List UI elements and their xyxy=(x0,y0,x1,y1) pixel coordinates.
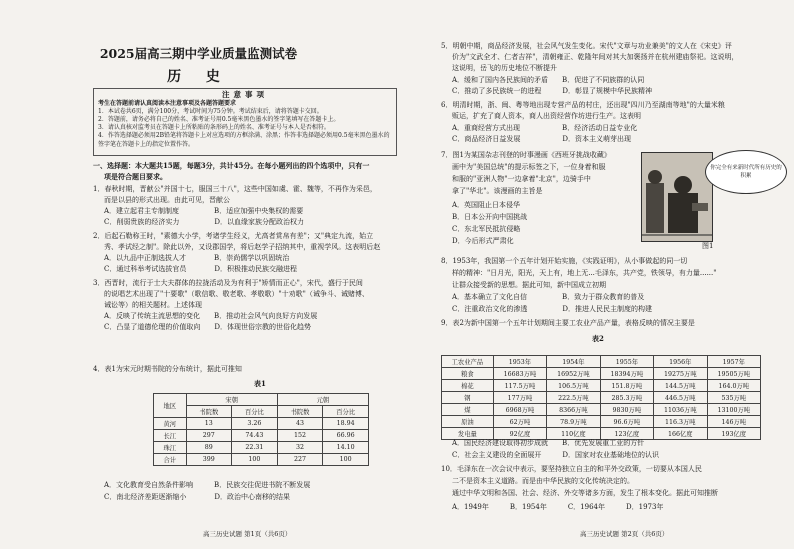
table-header-cell: 元朝 xyxy=(277,394,368,406)
option-line: C．南北经济差距逐渐缩小 D．政治中心南移的结果 xyxy=(104,493,290,501)
section-heading: 一、选择题：本大题共15题，每题3分，共计45分。在每小题列出的四个选项中，只有一 xyxy=(93,161,370,170)
table-cell: 粮食 xyxy=(442,368,494,380)
table-header-cell: 书院数 xyxy=(186,406,232,418)
table-header-cell: 1953年 xyxy=(493,356,546,368)
option-line: C．通过科举考试选拔官员 D．积极推动民族交融进程 xyxy=(104,265,297,273)
table-header-cell: 百分比 xyxy=(323,406,369,418)
option-line: C．凸显了道德伦理的价值取向 D．体现世俗宗教的世俗化趋势 xyxy=(104,323,311,331)
table-cell: 152 xyxy=(277,430,323,442)
question-text: 而是以县的形式出现。由此可见，晋献公 xyxy=(104,196,230,204)
table-cell: 92亿度 xyxy=(493,428,546,440)
table-cell: 177万吨 xyxy=(493,392,546,404)
table-cell: 117.5万吨 xyxy=(493,380,546,392)
table-cell: 535万吨 xyxy=(707,392,760,404)
notice-line: 2．答题前，请务必将自己的姓名、准考证号用0.5毫米黑色墨水的签字笔填写在答题卡上。 xyxy=(98,116,340,124)
question-text: 4．表1为宋元时期书院的分布统计，据此可推知 xyxy=(93,365,242,373)
table-cell: 66.96 xyxy=(323,430,369,442)
table-cell: 285.3万吨 xyxy=(600,392,653,404)
table-cell: 原油 xyxy=(442,416,494,428)
table-cell: 110亿度 xyxy=(547,428,600,440)
question-text: 秀、孝试经之制"。除此以外，又设郡国学，将后赵学子招纳其中，重视学风。这表明后赵 xyxy=(104,243,381,251)
option-line: A．国民经济建设取得初步成就 B．优先发展重工业的方针 xyxy=(452,439,645,447)
option-line: A．建立起君主专制制度 B．适应加强中央集权的需要 xyxy=(104,207,304,215)
question-text: 5．明朝中期，商品经济发展，社会风气发生变化。宋代"文章与功业兼美"的文人在《宋史》评 xyxy=(441,42,732,50)
table2-caption: 表2 xyxy=(592,334,604,343)
table-row xyxy=(442,380,761,392)
table-row xyxy=(442,368,761,380)
table-cell: 22.31 xyxy=(232,442,278,454)
table-cell: 78.9万吨 xyxy=(547,416,600,428)
table-cell: 399 xyxy=(186,454,232,466)
option-line: C．削弱贵族的经济实力 D．以血缘家族分配政治权力 xyxy=(104,218,304,226)
table-1 xyxy=(153,393,369,466)
option-line: C．注重政治文化的渗透 D．推进人民民主制度的构建 xyxy=(452,305,652,313)
question-text: 让群众接受新的思想。据此可知，新中国成立初期 xyxy=(452,281,606,289)
question-text: 这说明，岳飞的历史地位不断提升 xyxy=(452,64,557,72)
table-cell: 16952万吨 xyxy=(547,368,600,380)
table-row xyxy=(442,416,761,428)
table-cell: 9830万吨 xyxy=(600,404,653,416)
option-line: A．1949年 B．1954年 C．1964年 D．1973年 xyxy=(452,503,664,511)
table-cell: 62万吨 xyxy=(493,416,546,428)
table-row xyxy=(154,442,369,454)
option-line: A．文化教育受自然条件影响 B．民族交往促进书院不断发展 xyxy=(104,481,311,489)
table-row xyxy=(442,404,761,416)
notice-line: 4．作答选择题必须用2B铅笔将答题卡上对应选项的方框涂满、涂黑；作答非选择题必须用0.5毫米黑色墨水的签字笔在答题卡上的指定位置作答。 xyxy=(98,132,390,148)
table-header-row xyxy=(442,356,761,368)
table-cell: 13 xyxy=(186,418,232,430)
table-cell: 19505万吨 xyxy=(707,368,760,380)
question-text: 7．图1为某国杂志刊登的时事漫画《西班牙挑战收藏》 xyxy=(441,151,611,159)
table-row xyxy=(154,418,369,430)
notice-head: 考生在答题前请认真阅读本注意事项及各题答题要求 xyxy=(98,100,237,108)
page-footer: 高三历史试题 第1页（共6页） xyxy=(203,530,292,538)
table-cell: 227 xyxy=(277,454,323,466)
notice-line: 1．本试卷共6页，满分100分，考试时间为75分钟。考试结束后，请将答题卡交回。 xyxy=(98,108,323,116)
table-cell: 18394万吨 xyxy=(600,368,653,380)
table-cell: 16683万吨 xyxy=(493,368,546,380)
cartoon-illustration xyxy=(642,153,712,241)
question-text: 通过中华文明和各国、社会、经济、外交等诸多方面，发生了根本变化。据此可知推断 xyxy=(452,489,718,497)
table-corner-cell: 地区 xyxy=(154,394,187,418)
question-text: 样的精神："日月光，阳光，天上有，地上无...毛泽东，共产党，铁领导，有力量......" xyxy=(452,269,717,277)
cartoon-image xyxy=(641,152,713,242)
figure-caption: 图1 xyxy=(702,242,714,250)
table-2 xyxy=(441,355,761,440)
option-line: C．推动了多民族统一的进程 D．彰显了规模中华民族精神 xyxy=(452,87,652,95)
notice-box xyxy=(93,88,397,156)
table-header-row xyxy=(154,394,369,406)
table-cell: 100 xyxy=(232,454,278,466)
option-line: A．反映了传统主流思想的变化 B．推动社会风气向良好方向发展 xyxy=(104,312,318,320)
page-footer: 高三历史试题 第2页（共6页） xyxy=(580,530,669,538)
question-text: 9．表2为新中国第一个五年计划期间主要工农业产品产量，表格反映的情况主要是 xyxy=(441,319,695,327)
subject-heading: 历 史 xyxy=(167,69,230,85)
question-text: 和服的"亚洲人物"一边拿着"北京"，边骑手中 xyxy=(452,175,591,183)
option-line: A．缓和了国内各民族间的矛盾 B．促进了不同族群的认同 xyxy=(452,76,645,84)
table-header-cell: 1955年 xyxy=(600,356,653,368)
table-cell: 黄河 xyxy=(154,418,187,430)
table-cell: 13100万吨 xyxy=(707,404,760,416)
table-cell: 222.5万吨 xyxy=(547,392,600,404)
table-cell: 6968万吨 xyxy=(493,404,546,416)
table-cell: 发电量 xyxy=(442,428,494,440)
option-line: C．东北军民抵抗侵略 xyxy=(452,225,521,233)
table-cell: 116.3万吨 xyxy=(654,416,707,428)
table-cell: 43 xyxy=(277,418,323,430)
question-text: 10．毛泽东在一次会议中表示，要坚持独立自主的和平外交政策，一切要从本国人民 xyxy=(441,465,702,473)
table-cell: 8366万吨 xyxy=(547,404,600,416)
table-cell: 长江 xyxy=(154,430,187,442)
table-cell: 164.0万吨 xyxy=(707,380,760,392)
question-text: 拿了"华北"。该漫画的主旨是 xyxy=(452,187,543,195)
option-line: D．今后形式严肃化 xyxy=(452,237,514,245)
table-header-cell: 百分比 xyxy=(232,406,278,418)
table-cell: 钢 xyxy=(442,392,494,404)
table-cell: 32 xyxy=(277,442,323,454)
section-heading-cont: 项是符合题目要求。 xyxy=(104,172,167,181)
table-cell: 146万吨 xyxy=(707,416,760,428)
table-header-cell: 1957年 xyxy=(707,356,760,368)
table-header-cell: 工农业产品 xyxy=(442,356,494,368)
table-header-cell: 1954年 xyxy=(547,356,600,368)
question-text: 画中为"美国总统"的提示标签之下，一位身着和服 xyxy=(452,163,606,171)
option-line: A．英国阻止日本侵华 xyxy=(452,201,521,209)
table-cell: 166亿度 xyxy=(654,428,707,440)
table-cell: 446.5万吨 xyxy=(654,392,707,404)
question-text: 二不是资本主义道路。而是由中华民族的文化传统决定的。 xyxy=(452,477,634,485)
table-header-cell: 1956年 xyxy=(654,356,707,368)
table-cell: 151.8万吨 xyxy=(600,380,653,392)
table-cell: 123亿度 xyxy=(600,428,653,440)
table-header-cell: 宋朝 xyxy=(186,394,277,406)
speech-bubble: 你完全有来新时代所有历史的积累 xyxy=(705,150,787,194)
table-row xyxy=(442,392,761,404)
table-cell: 19275万吨 xyxy=(654,368,707,380)
table-row xyxy=(154,430,369,442)
table-header-cell: 书院数 xyxy=(277,406,323,418)
option-line: A．以九品中正制选拔人才 B．崇尚儒学以巩固统治 xyxy=(104,254,290,262)
question-text: 8．1953年，我国第一个五年计划开始实施，《实践证明》，从小事做起的同一切 xyxy=(441,257,688,265)
question-text: 3．西晋时，流行于士大夫群体的拉拢活动及为有利于"矫情而正心"，宋代，盛行于民间 xyxy=(93,279,363,287)
table-cell: 11036万吨 xyxy=(654,404,707,416)
table-cell: 144.5万吨 xyxy=(654,380,707,392)
table1-caption: 表1 xyxy=(254,379,266,388)
question-text: 6．明清时期，浙、闽、粤等地出现专营产品的村庄，还出现"四川乃至湖南等地"的大量米粮 xyxy=(441,101,725,109)
notice-title: 注意事项 xyxy=(222,90,268,99)
question-text: 1．春秋时期，晋献公"并国十七，服国三十八"，这些中国如虞、霍、魏等，不再作为采邑， xyxy=(93,185,377,193)
table-cell: 193亿度 xyxy=(707,428,760,440)
table-cell: 96.6万吨 xyxy=(600,416,653,428)
table-cell: 合计 xyxy=(154,454,187,466)
question-text: 价为"文武全才、仁者吉祥"，清朝雍正、乾隆年间对其大加褒扬并在杭州建庙祭祀。这说明， xyxy=(452,53,739,61)
table-cell: 106.5万吨 xyxy=(547,380,600,392)
table-cell: 89 xyxy=(186,442,232,454)
table-cell: 煤 xyxy=(442,404,494,416)
page-title: 2025届高三期中学业质量监测试卷 xyxy=(99,46,298,61)
question-text: 2．后起石勒称王时，"素德大小学，考诸学生经义，尤高者赏帛有差"；又"典定九流，始立 xyxy=(93,232,374,240)
table-cell: 14.10 xyxy=(323,442,369,454)
notice-line: 3．请认真核对监考员在答题卡上所粘贴的条形码上的姓名、准考证号与本人是否相符。 xyxy=(98,124,330,132)
table-cell: 297 xyxy=(186,430,232,442)
option-line: A．基本确立了文化自信 B．致力于群众教育的普及 xyxy=(452,293,645,301)
option-line: C．商品经济日益发展 D．资本主义萌芽出现 xyxy=(452,135,631,143)
table-cell: 棉花 xyxy=(442,380,494,392)
question-text: 贩运，扩充了商人资本，商人出资经营作坊进行生产。这表明 xyxy=(452,112,641,120)
table-cell: 18.94 xyxy=(323,418,369,430)
option-line: A．重商经营方式出现 B．经济活动日益专业化 xyxy=(452,124,638,132)
table-cell: 3.26 xyxy=(232,418,278,430)
table-cell: 珠江 xyxy=(154,442,187,454)
question-text: 诫讼等）的相关题材。上述体现 xyxy=(104,301,202,309)
table-row xyxy=(154,454,369,466)
question-text: 的说唱艺术出现了"十要歌"（歌信歌、敬老歌、孝敬歌）"十劝歌"（诫争斗、诫赌博、 xyxy=(104,290,369,298)
table-cell: 100 xyxy=(323,454,369,466)
option-line: C．社会主义建设的全面展开 D．国家对农业基础地位的认识 xyxy=(452,451,659,459)
table-cell: 74.43 xyxy=(232,430,278,442)
option-line: B．日本公开向中国挑战 xyxy=(452,213,528,221)
